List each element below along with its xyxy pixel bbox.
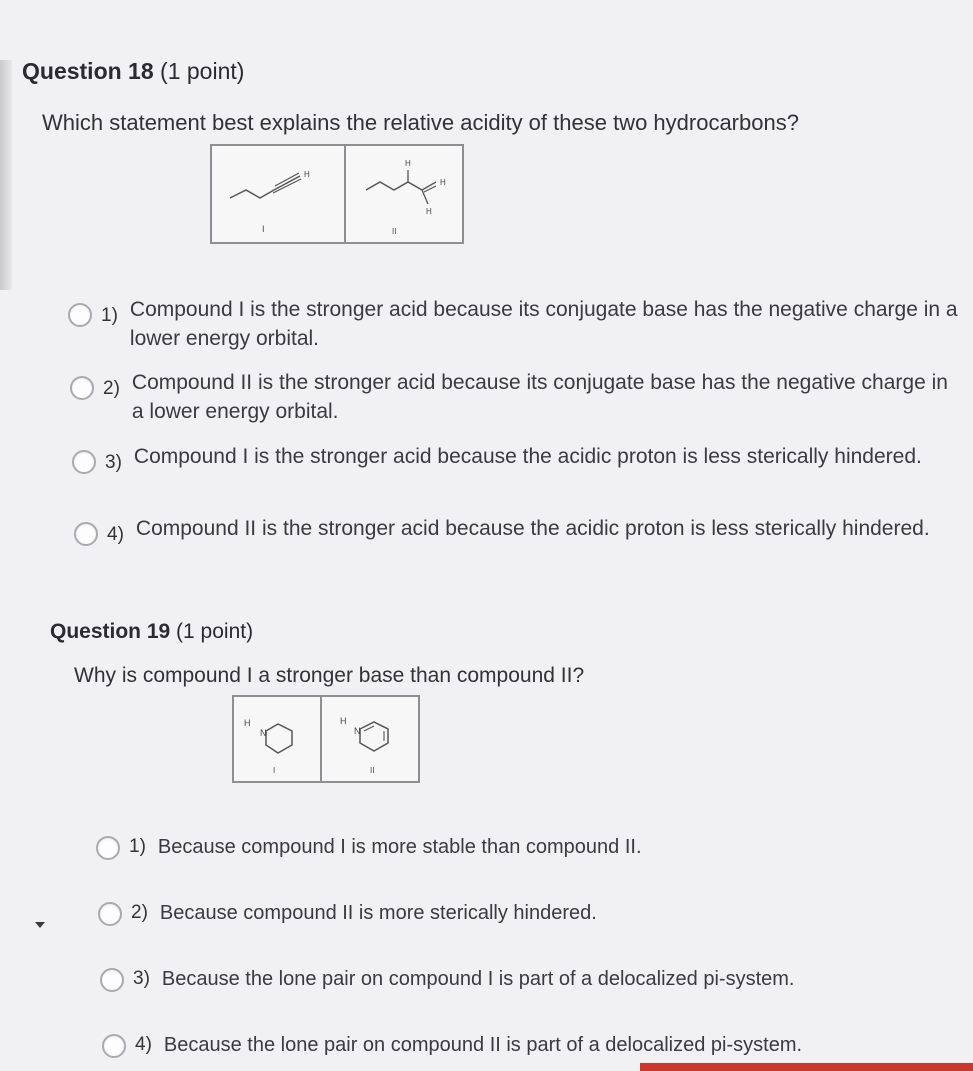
- question-19-points: (1 point): [176, 620, 254, 643]
- q18-option-2-number: 2): [103, 378, 120, 399]
- question-19-prompt: Why is compound I a stronger base than compound II?: [74, 664, 585, 687]
- question-19-number: Question 19: [50, 620, 171, 643]
- compound-ii-ring-structure: [322, 697, 418, 781]
- q19-option-1-number: 1): [129, 836, 146, 857]
- compound-i-ring-structure: [234, 697, 322, 781]
- compound-i-structure: [212, 146, 346, 242]
- compound-i-hn-h: H: [244, 718, 251, 728]
- compound-ii-hn-n: N: [354, 726, 361, 736]
- compound-i-h-label: H: [304, 170, 310, 179]
- q19-option-1[interactable]: [96, 834, 956, 860]
- q19-option-4-text: Because the lone pair on compound II is part of a delocalized pi-system.: [163, 1034, 803, 1056]
- q18-option-3[interactable]: [72, 442, 962, 474]
- q19-option-4-radio[interactable]: [102, 1034, 126, 1058]
- collapse-arrow-icon[interactable]: [35, 922, 45, 928]
- q19-option-2[interactable]: [98, 900, 958, 926]
- q18-option-4-radio[interactable]: [74, 522, 98, 546]
- q19-option-2-text: Because compound II is more sterically hindered.: [159, 902, 597, 924]
- q18-option-1-text: Compound I is the stronger acid because its conjugate base has the negative charge in a lower energy orbital.: [129, 298, 958, 350]
- q18-option-1-radio[interactable]: [68, 303, 92, 327]
- question-18-prompt: Which statement best explains the relative acidity of these two hydrocarbons?: [42, 110, 799, 135]
- q18-option-1[interactable]: [68, 295, 958, 353]
- q18-option-4[interactable]: [74, 514, 964, 546]
- compound-ii-h-right: H: [440, 178, 446, 187]
- left-edge-shadow: [0, 60, 12, 290]
- compound-ii-hn-h: H: [340, 716, 347, 726]
- q19-option-3-text: Because the lone pair on compound I is part of a delocalized pi-system.: [161, 968, 795, 990]
- q19-option-2-number: 2): [131, 902, 148, 923]
- q18-option-2[interactable]: [70, 368, 960, 426]
- q18-option-3-number: 3): [105, 452, 122, 473]
- compound-ii-h-bottom: H: [426, 207, 432, 216]
- q19-option-3[interactable]: [100, 966, 960, 992]
- q18-option-3-radio[interactable]: [72, 450, 96, 474]
- q18-option-4-number: 4): [107, 524, 124, 545]
- question-18-points: (1 point): [160, 58, 245, 84]
- q19-option-1-radio[interactable]: [96, 836, 120, 860]
- compound-ii-structure: [346, 146, 462, 242]
- compound-i-label: I: [262, 224, 265, 234]
- question-18-title: [22, 58, 244, 85]
- q19-option-4[interactable]: [102, 1032, 962, 1058]
- q18-option-4-text: Compound II is the stronger acid because the acidic proton is less sterically hindered.: [135, 517, 930, 540]
- question-18-figure: [210, 144, 464, 244]
- q18-option-2-text: Compound II is the stronger acid because its conjugate base has the negative charge in a lower energy orbital.: [131, 371, 948, 423]
- q19-option-3-number: 3): [133, 968, 150, 989]
- compound-i-hn-n: N: [260, 728, 267, 738]
- bottom-red-bar: [640, 1063, 973, 1071]
- q19-option-4-number: 4): [135, 1034, 152, 1055]
- q19-option-2-radio[interactable]: [98, 902, 122, 926]
- question-18-number: Question 18: [22, 58, 154, 84]
- compound-ii-h-top: H: [405, 159, 411, 168]
- question-19-figure: [232, 695, 420, 783]
- compound-ii-label: II: [392, 227, 397, 236]
- q18-option-1-number: 1): [101, 305, 118, 326]
- q18-option-3-text: Compound I is the stronger acid because the acidic proton is less sterically hindered.: [133, 445, 922, 468]
- q18-option-2-radio[interactable]: [70, 376, 94, 400]
- compound-ii-ring-label: II: [370, 766, 375, 775]
- q19-option-1-text: Because compound I is more stable than compound II.: [157, 836, 642, 858]
- compound-i-ring-label: I: [273, 766, 276, 775]
- q19-option-3-radio[interactable]: [100, 968, 124, 992]
- question-19-title: [50, 620, 253, 644]
